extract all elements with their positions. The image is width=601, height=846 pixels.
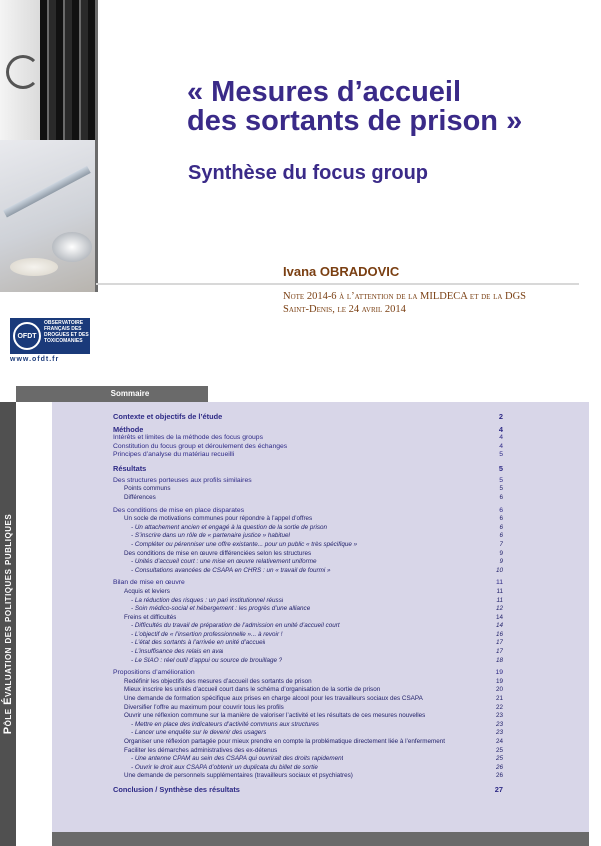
toc-entry-page: 17 [495, 648, 503, 656]
logo-box [10, 318, 90, 354]
toc-entry-page: 11 [496, 596, 503, 604]
toc-entry[interactable] [113, 695, 503, 704]
toc-entry-title: Résultats [113, 463, 147, 473]
author-name: Ivana OBRADOVIC [283, 264, 400, 279]
toc-entry-page: 5 [499, 451, 503, 459]
toc-entry-title: Principes d’analyse du matériau recueilli [113, 451, 235, 459]
toc-entry-page: 24 [495, 738, 503, 745]
toc-entry-page: 23 [495, 712, 503, 720]
header-rule [96, 283, 579, 285]
toc-entry[interactable] [113, 678, 503, 687]
toc-entry[interactable] [113, 747, 503, 756]
toc-entry[interactable] [113, 507, 503, 516]
toc-entry-page: 22 [495, 703, 503, 711]
toc-entry[interactable] [113, 631, 503, 640]
toc-entry-page: 5 [499, 476, 503, 484]
toc-entry-title: Redéfinir les objectifs des mesures d’accueil des sortants de prison [124, 677, 312, 685]
toc-entry[interactable] [113, 605, 503, 614]
toc-entry[interactable] [113, 738, 503, 747]
toc-entry-page: 19 [495, 677, 503, 685]
toc-entry-title: - Mettre en place des indicateurs d’activité communs aux structures [131, 720, 319, 728]
toc-entry-page: 17 [495, 639, 503, 647]
toc-entry-title: - Unités d’accueil court : une mise en œuvre relativement uniforme [131, 558, 317, 566]
toc-entry-title: Bilan de mise en œuvre [113, 579, 185, 587]
toc-entry-title: Ouvrir une réflexion commune sur la manière de valoriser l’activité et les résultats de ces mesures nouvelles [124, 712, 426, 720]
toc-entry-page: 4 [499, 434, 503, 441]
toc-entry[interactable] [113, 524, 503, 533]
side-label-text: Pôle Évaluation des politiques publiques [2, 513, 14, 735]
toc-entry-title: - Consultations avancées de CSAPA en CHRS : un « travail de fourmi » [131, 566, 331, 574]
toc-entry-title: - Compléter ou pérenniser une offre existante... pour un public « très spécifique » [131, 540, 358, 548]
toc-entry-page: 20 [495, 686, 503, 694]
toc-entry-title: Une demande de personnels supplémentaires (travailleurs sociaux et psychiatres) [124, 772, 353, 780]
toc-entry-page: 7 [499, 540, 503, 548]
toc-entry[interactable] [113, 451, 503, 460]
toc-entry-page: 18 [495, 656, 503, 664]
bottom-bar [52, 832, 589, 846]
toc-entry[interactable] [113, 712, 503, 721]
toc-entry-page: 4 [498, 425, 503, 434]
cover-photo-prison-bars [0, 0, 95, 140]
toc-entry[interactable] [113, 494, 503, 503]
toc-entry-page: 25 [495, 755, 503, 763]
logo-emblem: OFDT [13, 322, 41, 350]
ofdt-logo [10, 318, 90, 363]
photo-divider [95, 0, 98, 292]
toc-entry[interactable] [113, 657, 503, 666]
toc-entry-title: Un socle de motivations communes pour répondre à l’appel d’offres [124, 515, 313, 523]
toc-entry[interactable] [113, 614, 503, 623]
toc-entry-title: Une demande de formation spécifique aux prises en charge alcool pour les travailleurs sociaux des CSAPA [124, 695, 423, 703]
toc-entry[interactable] [113, 704, 503, 713]
toc-entry-page: 6 [499, 532, 503, 540]
toc-entry-page: 12 [495, 605, 503, 613]
toc-entry[interactable] [113, 755, 503, 764]
toc-entry[interactable] [113, 588, 503, 597]
toc-entry-title: Différences [124, 493, 156, 501]
toc-entry-page: 27 [494, 784, 503, 794]
toc-entry-page: 19 [495, 669, 503, 677]
toc-entry-title: - L’état des sortants à l’arrivée en unité d’accueil [131, 639, 266, 647]
toc-entry-page: 16 [495, 630, 503, 638]
toc-entry-page: 25 [495, 746, 503, 754]
toc-entry[interactable] [113, 721, 503, 730]
toc-entry-title: Acquis et leviers [124, 587, 170, 595]
toc-entry-page: 4 [499, 442, 503, 450]
toc-entry-title: - Une antenne CPAM au sein des CSAPA qui ouvrirait des droits rapidement [131, 755, 344, 763]
toc-entry-page: 14 [495, 613, 503, 621]
logo-text [44, 320, 89, 344]
toc-entry-title: Points communs [124, 485, 171, 493]
title-line-2: des sortants de prison » [187, 105, 523, 137]
logo-line: OBSERVATOIRE [44, 320, 84, 326]
toc-entry-page: 5 [498, 463, 503, 473]
toc-entry-title: - Difficultés du travail de préparation de l’admission en unité d’accueil court [131, 622, 340, 630]
toc-entry-title: - S’inscrire dans un rôle de « partenaire justice » habituel [131, 532, 290, 540]
toc-entry-title: - Soin médico-social et hébergement : les progrès d’une alliance [131, 605, 311, 613]
toc-entry[interactable] [113, 639, 503, 648]
toc-entry-title: Propositions d’amélioration [113, 669, 195, 677]
toc-entry[interactable] [113, 425, 503, 434]
toc-entry-title: Contexte et objectifs de l’étude [113, 412, 223, 421]
toc-entry[interactable] [113, 764, 503, 773]
toc-entry[interactable] [113, 648, 503, 657]
toc-entry-title: - La réduction des risques : un pari institutionnel réussi [131, 596, 284, 604]
syringe-illustration [3, 166, 91, 218]
toc-entry-page: 26 [495, 763, 503, 771]
toc-entry-page: 11 [495, 579, 503, 587]
toc-entry-title: Faciliter les démarches administratives des ex-détenus [124, 746, 278, 754]
toc-entry-page: 14 [495, 622, 503, 630]
toc-entry-title: Intérêts et limites de la méthode des focus groups [113, 434, 263, 441]
toc-entry-page: 6 [499, 523, 503, 531]
toc-entry[interactable] [113, 412, 503, 421]
toc-entry-title: - Le SIAO : réel outil d’appui ou source de brouillage ? [131, 656, 283, 664]
title-line-1: « Mesures d’accueil [187, 76, 462, 108]
toc-entry-title: Freins et difficultés [124, 613, 177, 621]
toc-entry-title: Des structures porteuses aux profils similaires [113, 476, 252, 484]
toc-entry[interactable] [113, 477, 503, 486]
toc-entry[interactable] [113, 622, 503, 631]
toc-entry[interactable] [113, 532, 503, 541]
toc-entry-page: 6 [499, 493, 503, 501]
document-subtitle: Synthèse du focus group [188, 162, 429, 184]
toc-entry-page: 2 [498, 412, 503, 421]
toc-entry-title: Méthode [113, 425, 144, 434]
cover-photo-syringe [0, 140, 95, 292]
side-label [0, 402, 16, 846]
toc-entry-page: 6 [499, 515, 503, 523]
prison-bars-illustration [40, 0, 95, 140]
toc-entry-page: 5 [499, 485, 503, 493]
toc-entry[interactable] [113, 558, 503, 567]
logo-url: www.ofdt.fr [10, 356, 60, 363]
document-title [187, 78, 522, 136]
toc-entry-title: - L’insuffisance des relais en aval [131, 648, 224, 656]
toc-entry-title: - Un attachement ancien et engagé à la question de la sortie de prison [131, 523, 328, 531]
toc-entry-page: 6 [499, 506, 503, 514]
toc-entry-title: - Ouvrir le droit aux CSAPA d’obtenir un duplicata du billet de sortie [131, 763, 318, 771]
toc-entry[interactable] [113, 579, 503, 588]
table-of-contents [113, 412, 503, 794]
toc-entry[interactable] [113, 785, 503, 794]
powder-illustration [10, 258, 58, 276]
logo-line: FRANÇAIS DES [44, 326, 82, 332]
note-line: Note 2014-6 à l’attention de la MILDECA et de la DGS [283, 291, 527, 302]
toc-entry-title: Constitution du focus group et déroulement des échanges [113, 442, 288, 450]
note-reference [283, 290, 526, 316]
toc-entry-page: 9 [499, 549, 503, 557]
toc-entry[interactable] [113, 567, 503, 576]
toc-entry-title: Des conditions de mise en œuvre différenciées selon les structures [124, 549, 312, 557]
toc-entry[interactable] [113, 686, 503, 695]
toc-entry[interactable] [113, 550, 503, 559]
logo-line: TOXICOMANIES [44, 338, 83, 344]
toc-entry-page: 9 [499, 558, 503, 566]
toc-entry-title: - Lancer une enquête sur le devenir des usagers [131, 729, 267, 737]
toc-entry-page: 11 [496, 587, 503, 595]
toc-entry[interactable] [113, 464, 503, 473]
toc-entry[interactable] [113, 541, 503, 550]
toc-entry-title: Conclusion / Synthèse des résultats [113, 784, 240, 794]
toc-entry-page: 23 [495, 729, 503, 737]
toc-entry-page: 10 [495, 566, 503, 574]
note-date: Saint-Denis, le 24 avril 2014 [283, 304, 406, 315]
toc-entry-title: Diversifier l’offre au maximum pour couvrir tous les profils [124, 703, 284, 711]
toc-entry-page: 23 [495, 720, 503, 728]
toc-entry-title: Mieux inscrire les unités d’accueil court dans le schéma d’organisation de la sortie de prison [124, 686, 381, 694]
sommaire-title: Sommaire [110, 389, 150, 398]
toc-entry[interactable] [113, 515, 503, 524]
toc-entry[interactable] [113, 772, 503, 781]
spoon-illustration [52, 232, 92, 262]
toc-entry[interactable] [113, 669, 503, 678]
logo-line: DROGUES ET DES [44, 332, 89, 338]
toc-entry-page: 21 [495, 695, 503, 703]
toc-entry[interactable] [113, 729, 503, 738]
toc-entry-title: - L’objectif de « l’insertion professionnelle »... à revoir ! [131, 630, 283, 638]
toc-entry[interactable] [113, 485, 503, 494]
toc-entry-title: Des conditions de mise en place disparates [113, 506, 245, 514]
toc-entry[interactable] [113, 443, 503, 452]
toc-entry[interactable] [113, 597, 503, 606]
toc-entry-title: Organiser une réflexion partagée pour mieux prendre en compte la problématique directement liée à l’enfermement [124, 738, 445, 745]
hook-illustration [6, 55, 40, 89]
toc-entry[interactable] [113, 434, 503, 443]
toc-entry-page: 26 [495, 772, 503, 780]
